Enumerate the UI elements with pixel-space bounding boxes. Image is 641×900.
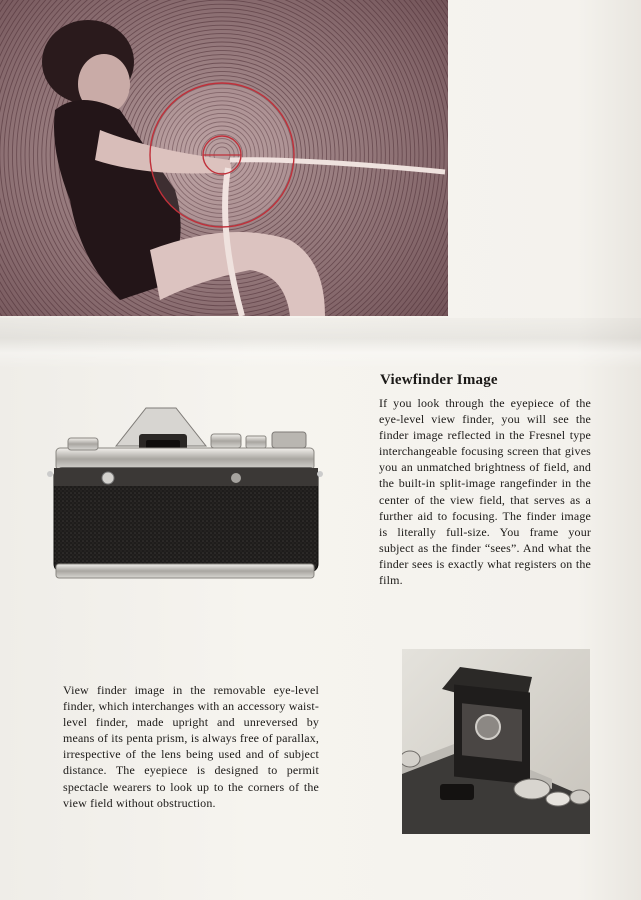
waist-level-finder-photo	[402, 649, 590, 834]
section-title: Viewfinder Image	[380, 372, 498, 388]
body-text-right: If you look through the eyepiece of the eye-level view finder, you will see the finder image reflected in the Fresnel type interchangeable focusing screen that gives you an unmatched brightness of field, and the built-in split-image rangefinder in the center of the view field, that serves as a further aid to focusing. The finder image is literally full-size. You frame your subject as the finder “sees”. And what the finder sees is exactly what registers on the film.	[379, 396, 591, 588]
page-fold	[0, 318, 641, 368]
body-text-left: View finder image in the removable eye-level finder, which interchanges with an accessory waist-level finder, made upright and unreversed by means of its penta prism, is always free of parallax, irrespective of the lens being used and of subject distance. The eyepiece is designed to permit spectacle wearers to look up to the corners of the view field without obstruction.	[63, 683, 319, 810]
viewfinder-photo	[0, 0, 448, 316]
camera-back-photo	[46, 404, 324, 586]
